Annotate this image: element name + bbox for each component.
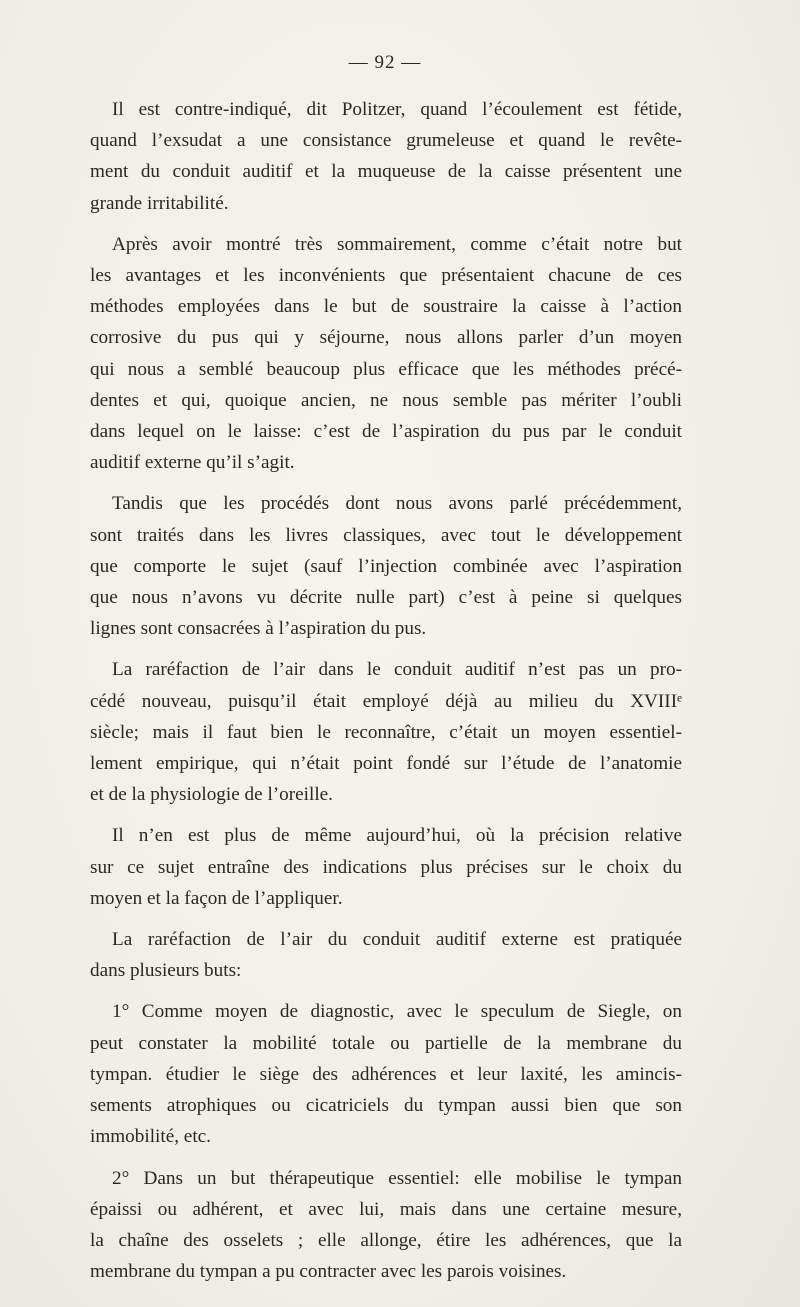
text-line: et de la physiologie de l’oreille. xyxy=(90,784,333,806)
text-line: quand l’exsudat a une consistance grumeleuse et quand le revête- xyxy=(90,130,682,152)
paragraph-8 xyxy=(90,1163,682,1288)
paragraph-4 xyxy=(90,654,682,810)
paragraph-7 xyxy=(90,996,682,1152)
paragraph-3 xyxy=(90,488,682,644)
text-line: dans lequel on le laisse: c’est de l’aspiration du pus par le conduit xyxy=(90,421,682,443)
paragraph-2 xyxy=(90,229,682,479)
text-line: méthodes employées dans le but de soustraire la caisse à l’action xyxy=(90,296,682,318)
text-line: sements atrophiques ou cicatriciels du tympan aussi bien que son xyxy=(90,1095,682,1117)
paragraph-5 xyxy=(90,820,682,914)
text-line: moyen et la façon de l’appliquer. xyxy=(90,887,343,909)
page-number: — 92 — xyxy=(348,52,422,73)
text-line: que comporte le sujet (sauf l’injection combinée avec l’aspiration xyxy=(90,555,682,577)
text-line: Il est contre-indiqué, dit Politzer, quand l’écoulement est fétide, xyxy=(112,99,682,120)
text-line: les avantages et les inconvénients que présentaient chacune de ces xyxy=(90,265,682,287)
text-line: qui nous a semblé beaucoup plus efficace que les méthodes précé- xyxy=(90,358,682,380)
paragraph-1 xyxy=(90,94,682,219)
text-line: La raréfaction de l’air dans le conduit auditif n’est pas un pro- xyxy=(112,659,682,681)
text-line: la chaîne des osselets ; elle allonge, étire les adhérences, que la xyxy=(90,1229,682,1251)
text-line: peut constater la mobilité totale ou partielle de la membrane du xyxy=(90,1032,682,1054)
text-line: La raréfaction de l’air du conduit auditif externe est pratiquée xyxy=(112,929,682,951)
text-line: lignes sont consacrées à l’aspiration du pus. xyxy=(90,618,427,640)
text-line: Tandis que les procédés dont nous avons parlé précédemment, xyxy=(112,493,682,515)
body-text xyxy=(90,94,682,1297)
text-line: Après avoir montré très sommairement, comme c’était notre but xyxy=(112,233,682,255)
text-line: tympan. étudier le siège des adhérences et leur laxité, les amincis- xyxy=(90,1063,682,1085)
text-line: grande irritabilité. xyxy=(90,192,229,214)
text-line: siècle; mais il faut bien le reconnaître, c’était un moyen essentiel- xyxy=(90,721,682,743)
text-line: 2° Dans un but thérapeutique essentiel: elle mobilise le tympan xyxy=(112,1167,682,1189)
text-line: dans plusieurs buts: xyxy=(90,960,242,982)
paragraph-6 xyxy=(90,924,682,986)
text-line: lement empirique, qui n’était point fondé sur l’étude de l’anatomie xyxy=(90,753,682,775)
text-line: membrane du tympan a pu contracter avec les parois voisines. xyxy=(90,1261,567,1283)
text-line: cédé nouveau, puisqu’il était employé déjà au milieu du XVIIIᵉ xyxy=(90,690,682,712)
text-line: ment du conduit auditif et la muqueuse de la caisse présentent une xyxy=(90,161,682,183)
text-line: que nous n’avons vu décrite nulle part) c’est à peine si quelques xyxy=(90,587,682,609)
text-line: Il n’en est plus de même aujourd’hui, où la précision relative xyxy=(112,825,682,847)
text-line: auditif externe qu’il s’agit. xyxy=(90,452,295,474)
text-line: sur ce sujet entraîne des indications plus précises sur le choix du xyxy=(90,856,682,878)
text-line: corrosive du pus qui y séjourne, nous allons parler d’un moyen xyxy=(90,327,682,349)
text-line: dentes et qui, quoique ancien, ne nous semble pas mériter l’oubli xyxy=(90,389,682,411)
text-line: sont traités dans les livres classiques, avec tout le développement xyxy=(90,524,682,546)
text-line: immobilité, etc. xyxy=(90,1126,211,1148)
text-line: 1° Comme moyen de diagnostic, avec le speculum de Siegle, on xyxy=(112,1001,682,1023)
text-line: épaissi ou adhérent, et avec lui, mais dans une certaine mesure, xyxy=(90,1198,682,1220)
